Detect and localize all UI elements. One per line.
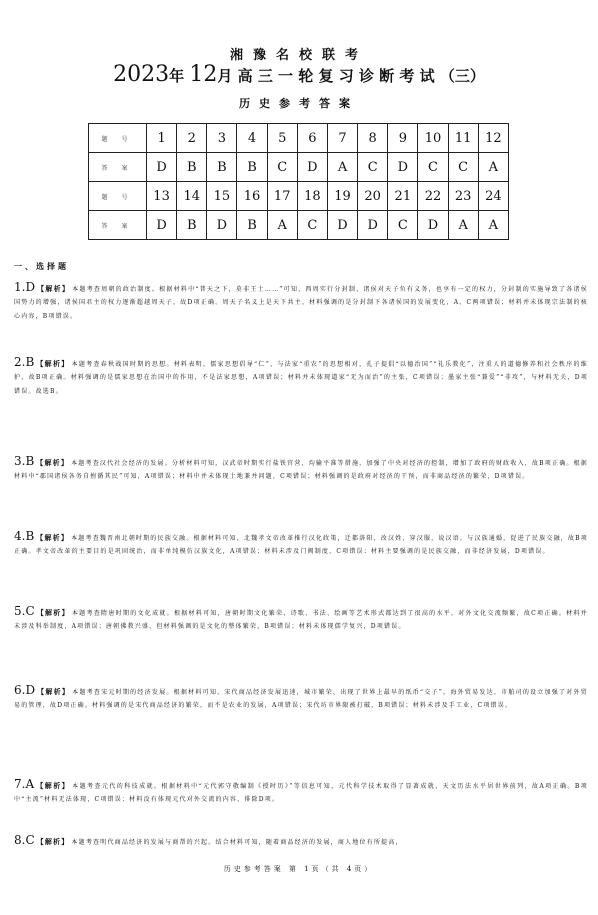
question-number-cell: 14	[177, 182, 207, 211]
question-answer-number: 6.D	[14, 683, 36, 697]
answer-cell: D	[297, 153, 327, 182]
table-row-answers-2	[89, 211, 509, 240]
question-explanation	[14, 605, 588, 634]
answer-cell: D	[207, 211, 237, 240]
explanation-text: 本题考查春秋战国时期的思想。材料表明，儒家思想倡导“仁”，与法家“重农”的思想相对，孔子提倡“以德治国”“礼乐教化”，注重人的道德修养和社会秩序的维护，故B项正确。材料强调的是儒家思想在治国中的作用，不是法家思想，A项错误；材料并未体现道家“无为而治”的主张，C项错误；墨家主张“兼爱”“非攻”，与材料无关，D项错误。故选B。	[14, 361, 588, 395]
exam-title	[0, 62, 598, 87]
explanation-text: 本题考查周朝的政治制度。根据材料中“普天之下，莫非王土……”可知，西周实行分封制，诸侯对天子负有义务，也享有一定的权力，分封制的实施导致了各诸侯国势力的增强，诸侯国君主的权力逐渐超越周天子，故D项正确。周天子名义上是天下共主，材料强调的是分封制下各诸侯国的发展变化，A、C两项错误；材料并未体现宗法制的核心内容，B项错误。	[14, 286, 588, 320]
question-number-cell: 3	[207, 124, 237, 153]
question-explanation	[14, 455, 588, 484]
year-suffix: 年	[169, 67, 185, 85]
answer-cell: C	[297, 211, 327, 240]
question-number-cell: 13	[147, 182, 177, 211]
question-answer-number: 1.D	[14, 280, 36, 294]
question-explanation	[14, 778, 588, 807]
exam-year: 2023	[113, 62, 170, 87]
question-answer-number: 4.B	[14, 529, 35, 543]
table-row-numbers-2	[89, 182, 509, 211]
question-number-cell: 5	[267, 124, 297, 153]
label-answer: 答 案	[89, 153, 147, 182]
exam-series-title: 湘豫名校联考	[229, 48, 368, 63]
question-number-cell: 18	[297, 182, 327, 211]
question-number-cell: 4	[237, 124, 267, 153]
question-number-cell: 22	[418, 182, 448, 211]
answer-cell: B	[177, 153, 207, 182]
question-number-cell: 19	[327, 182, 357, 211]
answer-cell: C	[448, 153, 478, 182]
answer-cell: C	[267, 153, 297, 182]
answer-cell: D	[358, 211, 388, 240]
question-explanation	[14, 834, 588, 849]
exam-month: 12	[189, 62, 218, 87]
answer-cell: D	[327, 211, 357, 240]
table-row-answers-1	[89, 153, 509, 182]
analysis-tag: 【解析】	[36, 359, 70, 368]
answer-cell: D	[388, 153, 418, 182]
question-number-cell: 9	[388, 124, 418, 153]
explanation-text: 本题考查汉代社会经济的发展。分析材料可知，汉武帝时期实行盐铁官营、均输平准等措施，加强了中央对经济的控制，增加了政府的财政收入，故B项正确。根据材料中“郡国诸侯各务自拊循其民”可知，A项错误；材料中并未体现土地兼并问题，C项错误；材料强调的是政府对经济的干预，而非商品经济的繁荣，D项错误。	[14, 460, 588, 481]
question-answer-number: 8.C	[14, 833, 35, 847]
question-number-cell: 7	[327, 124, 357, 153]
label-question-number: 题 号	[89, 182, 147, 211]
question-number-cell: 17	[267, 182, 297, 211]
answer-cell: A	[478, 211, 508, 240]
question-answer-number: 2.B	[14, 355, 35, 369]
question-number-cell: 2	[177, 124, 207, 153]
label-question-number: 题 号	[89, 124, 147, 153]
explanation-text: 本题考查明代商品经济的发展与商帮的兴起。结合材料可知，随着商品经济的发展，商人地位有所提高，	[71, 839, 403, 846]
answer-cell: B	[237, 211, 267, 240]
question-number-cell: 24	[478, 182, 508, 211]
page-footer: 历史参考答案 第 1页（共 4页）	[223, 865, 375, 873]
analysis-tag: 【解析】	[36, 781, 71, 790]
answer-cell: D	[147, 211, 177, 240]
explanation-text: 本题考查魏晋南北朝时期的民族交融。根据材料可知，北魏孝文帝改革推行汉化政策，迁都洛阳，改汉姓，穿汉服，说汉语，与汉族通婚，促进了民族交融，故B项正确。孝文帝改革的主要目的是巩固统治，而非单纯模仿汉族文化，A项错误；材料未涉及门阀制度，C项错误；材料主要强调的是民族交融，而非经济发展，D项错误。	[14, 535, 588, 556]
question-number-cell: 20	[358, 182, 388, 211]
explanation-text: 本题考查宋元时期的经济发展。根据材料可知，宋代商品经济发展迅速，城市繁荣，出现了世界上最早的纸币“交子”，海外贸易发达，市舶司的设立加强了对外贸易的管理，故D项正确。材料强调的是宋代商品经济的繁荣，而不是农业的发展，A项错误；宋代坊市界限被打破，B项错误；材料未涉及手工业，C项错误。	[14, 689, 588, 710]
answer-cell: A	[267, 211, 297, 240]
analysis-tag: 【解析】	[37, 284, 71, 293]
question-number-cell: 8	[358, 124, 388, 153]
analysis-tag: 【解析】	[36, 533, 70, 542]
answer-cell: A	[478, 153, 508, 182]
question-number-cell: 23	[448, 182, 478, 211]
question-answer-number: 3.B	[14, 454, 35, 468]
answer-cell: C	[358, 153, 388, 182]
question-explanation	[14, 684, 588, 713]
answer-cell: B	[177, 211, 207, 240]
question-number-cell: 6	[297, 124, 327, 153]
answer-cell: C	[418, 153, 448, 182]
analysis-tag: 【解析】	[36, 608, 70, 617]
explanation-text: 本题考查隋唐时期的文化成就。根据材料可知，唐朝时期文化繁荣，诗歌、书法、绘画等艺术形式都达到了很高的水平，对外文化交流频繁，故C项正确。材料并未涉及科举制度，A项错误；唐朝佛教兴盛，但材料强调的是文化的整体繁荣，B项错误；材料未体现儒学复兴，D项错误。	[14, 610, 588, 631]
question-explanation	[14, 356, 588, 398]
answer-cell: D	[147, 153, 177, 182]
question-number-cell: 12	[478, 124, 508, 153]
answer-cell: D	[418, 211, 448, 240]
question-number-cell: 15	[207, 182, 237, 211]
analysis-tag: 【解析】	[37, 687, 71, 696]
answer-table	[88, 123, 509, 240]
section-title: 一、选择题	[14, 261, 69, 271]
explanation-text: 本题考查元代的科技成就。根据材料中“元代郭守敬编制《授时历》”等信息可知，元代科学技术取得了显著成就，天文历法水平居世界前列，故A项正确。B项中“主流”材料无法体现，C项错误；材料没有体现元代对外交流的内容，排除D项。	[14, 783, 588, 804]
analysis-tag: 【解析】	[36, 458, 70, 467]
table-row-numbers-1	[89, 124, 509, 153]
question-answer-number: 5.C	[14, 604, 35, 618]
question-number-cell: 16	[237, 182, 267, 211]
question-number-cell: 11	[448, 124, 478, 153]
question-explanation	[14, 530, 588, 559]
question-number-cell: 1	[147, 124, 177, 153]
question-explanation	[14, 281, 588, 323]
question-answer-number: 7.A	[14, 777, 35, 791]
question-number-cell: 10	[418, 124, 448, 153]
exam-title-rest: 月 高 三 一 轮 复 习 诊 断 考 试 （三）	[217, 67, 485, 85]
answer-cell: A	[327, 153, 357, 182]
answer-cell: A	[448, 211, 478, 240]
answer-cell: C	[388, 211, 418, 240]
label-answer: 答 案	[89, 211, 147, 240]
answer-cell: B	[207, 153, 237, 182]
question-number-cell: 21	[388, 182, 418, 211]
answer-cell: B	[237, 153, 267, 182]
analysis-tag: 【解析】	[36, 837, 70, 846]
document-subtitle: 历史参考答案	[239, 97, 359, 110]
